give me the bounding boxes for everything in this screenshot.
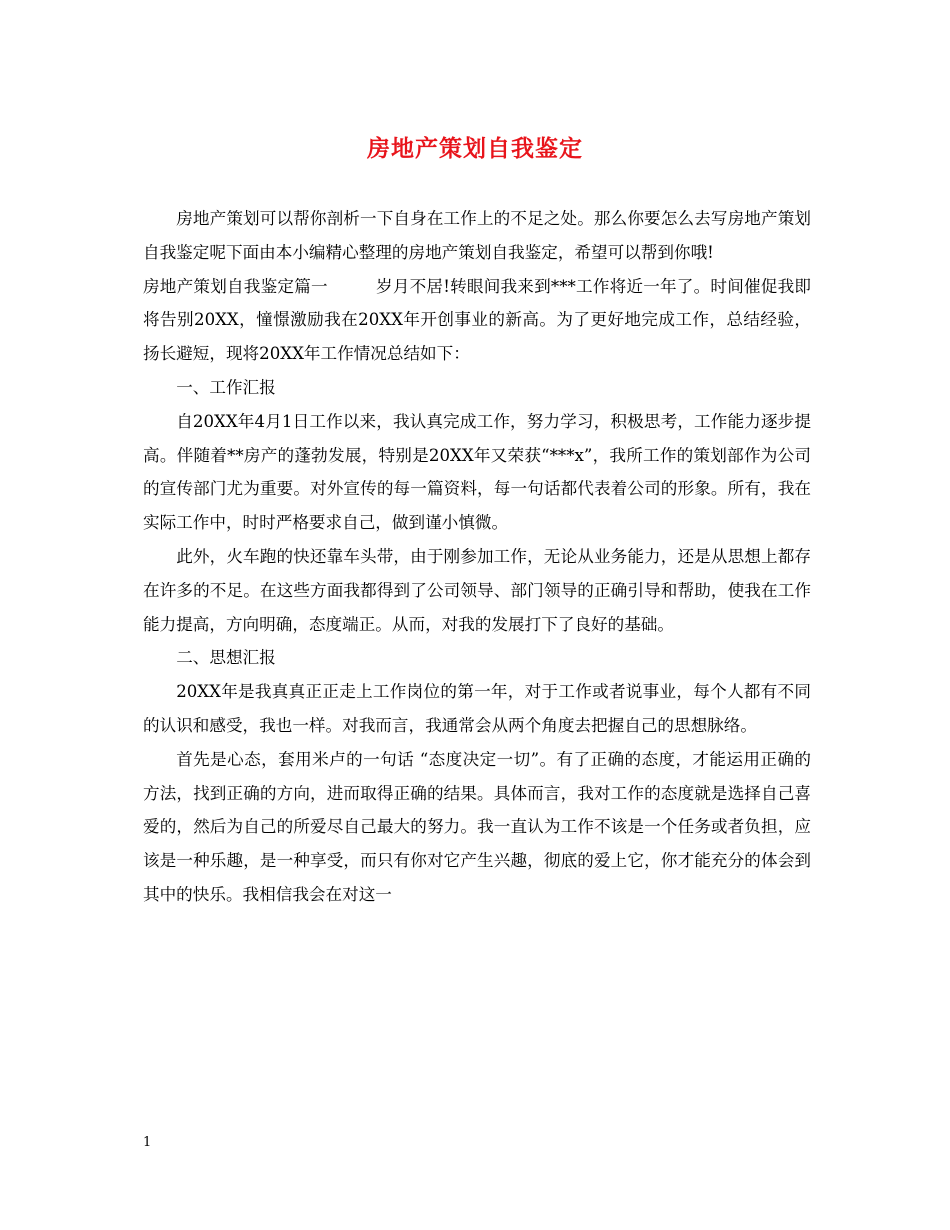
heading-work-report: 一、工作汇报 <box>176 377 276 397</box>
intro-paragraph: 房地产策划可以帮你剖析一下自身在工作上的不足之处。那么你要怎么去写房地产策划自我鉴定呢下面由本小编精心整理的房地产策划自我鉴定，希望可以帮到你哦! <box>143 209 811 262</box>
thought-report-paragraph: 20XX年是我真真正正走上工作岗位的第一年，对于工作或者说事业，每个人都有不同的认识和感受，我也一样。对我而言，我通常会从两个角度去把握自己的思想脉络。 <box>143 682 811 735</box>
page-number: 1 <box>143 1135 152 1150</box>
section-one-paragraph <box>143 270 811 371</box>
section-one-text: 岁月不居!转眼间我来到***工作将近一年了。时间催促我即将告别20XX，憧憬激励我在20XX年开创事业的新高。为了更好地完成工作，总结经验，扬长避短，现将20XX年工作情况总结如下： <box>143 276 812 364</box>
document-title: 房地产策划自我鉴定 <box>367 135 583 162</box>
document-body <box>143 202 811 912</box>
heading-thought-report: 二、思想汇报 <box>176 648 276 668</box>
section-one-heading: 房地产策划自我鉴定篇一 <box>143 276 328 296</box>
work-report-paragraph: 自20XX年4月1日工作以来，我认真完成工作，努力学习，积极思考，工作能力逐步提高。伴随着**房产的蓬勃发展，特别是20XX年又荣获“***x”，我所工作的策划部作为公司的宣传部门尤为重要。对外宣传的每一篇资料，每一句话都代表着公司的形象。所有，我在实际工作中，时时严格要求自己，做到谨小慎微。 <box>143 411 811 533</box>
growth-paragraph: 此外，火车跑的快还靠车头带，由于刚参加工作，无论从业务能力，还是从思想上都存在许多的不足。在这些方面我都得到了公司领导、部门领导的正确引导和帮助，使我在工作能力提高，方向明确，态度端正。从而，对我的发展打下了良好的基础。 <box>143 546 811 634</box>
attitude-paragraph: 首先是心态，套用米卢的一句话 “态度决定一切”。有了正确的态度，才能运用正确的方法，找到正确的方向，进而取得正确的结果。具体而言，我对工作的态度就是选择自己喜爱的，然后为自己的所爱尽自己最大的努力。我一直认为工作不该是一个任务或者负担，应该是一种乐趣，是一种享受，而只有你对它产生兴趣，彻底的爱上它，你才能充分的体会到其中的快乐。我相信我会在对这一 <box>143 749 811 904</box>
